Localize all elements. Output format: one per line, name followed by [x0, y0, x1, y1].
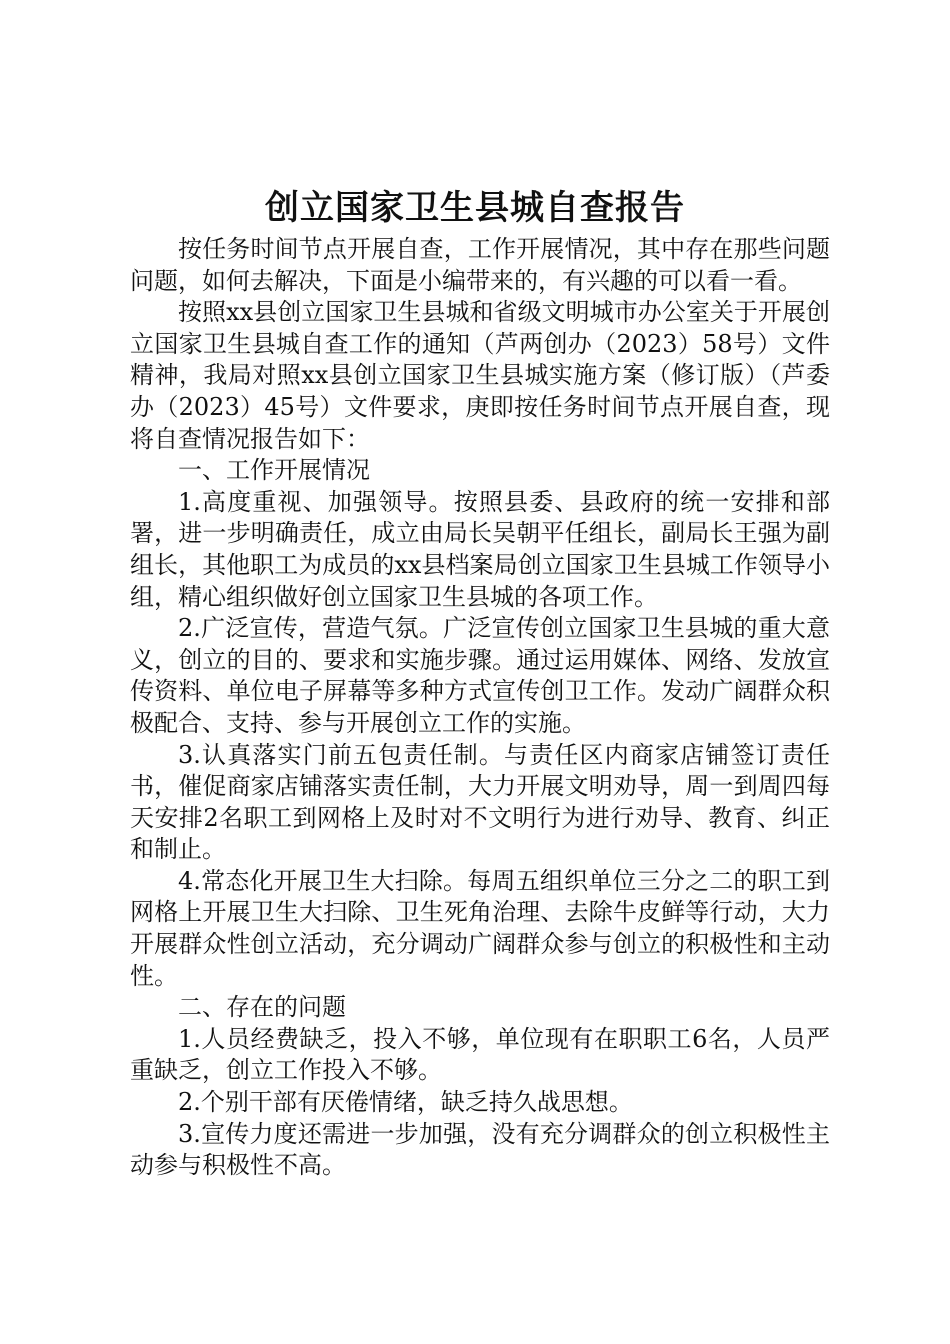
work-item-2: 2.广泛宣传，营造气氛。广泛宣传创立国家卫生县城的重大意义，创立的目的、要求和实施步骤。通过运用媒体、网络、发放宣传资料、单位电子屏幕等多种方式宣传创卫工作。发动广阔群众积极配合、支持、参与开展创立工作的实施。	[130, 614, 830, 737]
background-paragraph: 按照xx县创立国家卫生县城和省级文明城市办公室关于开展创立国家卫生县城自查工作的通知（芦两创办（2023）58号）文件精神，我局对照xx县创立国家卫生县城实施方案（修订版）（芦委办（2023）45号）文件要求，庚即按任务时间节点开展自查，现将自查情况报告如下：	[130, 298, 830, 453]
problem-item-3: 3.宣传力度还需进一步加强，没有充分调群众的创立积极性主动参与积极性不高。	[130, 1119, 830, 1180]
problem-item-2: 2.个别干部有厌倦情绪，缺乏持久战思想。	[178, 1088, 633, 1117]
section-heading-work-status: 一、工作开展情况	[178, 456, 370, 485]
intro-paragraph: 按任务时间节点开展自查，工作开展情况，其中存在那些问题问题，如何去解决，下面是小编带来的，有兴趣的可以看一看。	[130, 235, 830, 295]
work-item-1: 1.高度重视、加强领导。按照县委、县政府的统一安排和部署，进一步明确责任，成立由局长吴朝平任组长，副局长王强为副组长，其他职工为成员的xx县档案局创立国家卫生县城工作领导小组，精心组织做好创立国家卫生县城的各项工作。	[130, 487, 830, 611]
work-item-4: 4.常态化开展卫生大扫除。每周五组织单位三分之二的职工到网格上开展卫生大扫除、卫生死角治理、去除牛皮鲜等行动，大力开展群众性创立活动，充分调动广阔群众参与创立的积极性和主动性。	[130, 866, 830, 990]
document-body	[130, 234, 830, 1182]
work-item-3: 3.认真落实门前五包责任制。与责任区内商家店铺签订责任书，催促商家店铺落实责任制，大力开展文明劝导，周一到周四每天安排2名职工到网格上及时对不文明行为进行劝导、教育、纠正和制止。	[130, 740, 830, 864]
section-heading-problems: 二、存在的问题	[178, 993, 346, 1022]
document-title: 创立国家卫生县城自查报告	[265, 188, 685, 228]
problem-item-1: 1.人员经费缺乏，投入不够，单位现有在职职工6名，人员严重缺乏，创立工作投入不够。	[130, 1024, 830, 1085]
